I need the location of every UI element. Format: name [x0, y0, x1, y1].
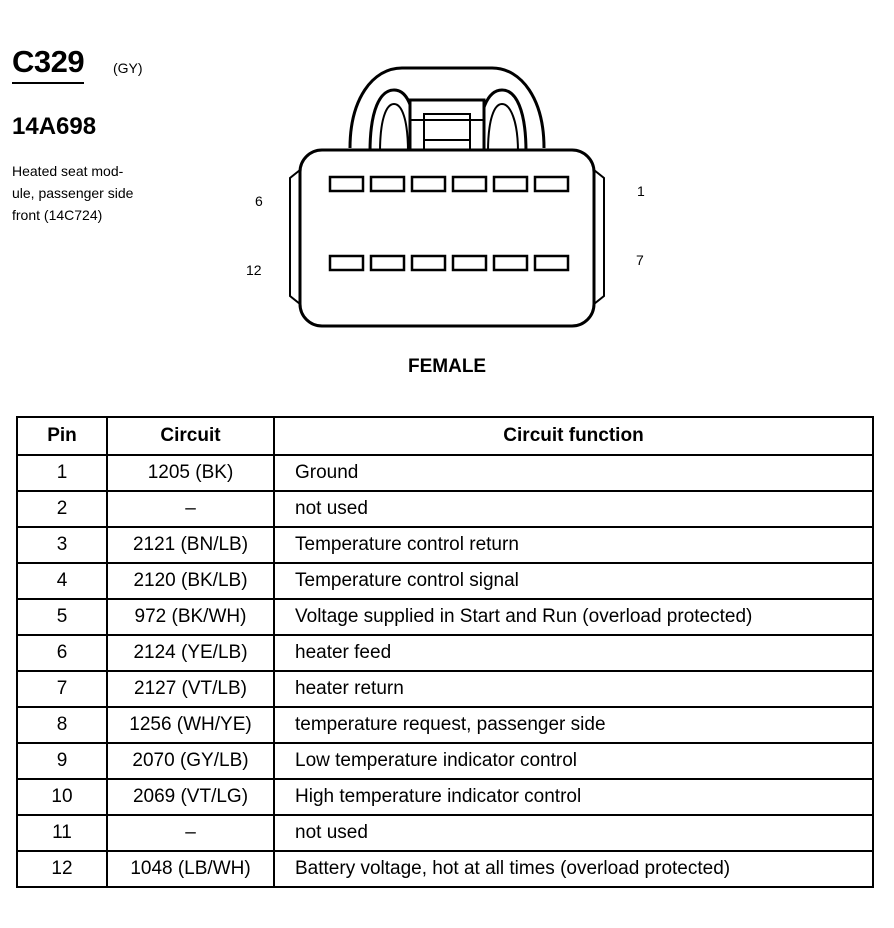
- function-cell: Temperature control signal: [274, 563, 873, 599]
- pin-cavity: [371, 177, 404, 191]
- pin-label-bottom-left: 12: [246, 262, 262, 278]
- part-number: 14A698: [12, 113, 97, 140]
- pin-cavity: [453, 256, 486, 270]
- pin-cavity: [330, 256, 363, 270]
- pin-cavity: [453, 177, 486, 191]
- pin-cavity: [330, 177, 363, 191]
- table-row: [17, 491, 873, 527]
- circuit-cell: 1205 (BK): [107, 455, 274, 491]
- circuit-cell: 2069 (VT/LG): [107, 779, 274, 815]
- latch-right-inner: [488, 104, 518, 152]
- pin-label-top-right: 1: [637, 183, 645, 199]
- connector-id: C329: [12, 44, 84, 84]
- circuit-cell: –: [107, 815, 274, 851]
- pin-cell: 7: [17, 671, 107, 707]
- circuit-cell: 2127 (VT/LB): [107, 671, 274, 707]
- pin-cell: 2: [17, 491, 107, 527]
- description-line: Heated seat mod-: [12, 163, 124, 179]
- pin-cell: 3: [17, 527, 107, 563]
- pin-cell: 11: [17, 815, 107, 851]
- connector-color: (GY): [113, 60, 143, 76]
- circuit-cell: 1048 (LB/WH): [107, 851, 274, 887]
- pin-cavity: [535, 256, 568, 270]
- function-cell: heater return: [274, 671, 873, 707]
- table-row: [17, 635, 873, 671]
- table-row: [17, 563, 873, 599]
- function-cell: High temperature indicator control: [274, 779, 873, 815]
- table-row: [17, 707, 873, 743]
- circuit-cell: 1256 (WH/YE): [107, 707, 274, 743]
- function-cell: heater feed: [274, 635, 873, 671]
- connector-face-diagram: [282, 60, 612, 340]
- pin-cell: 1: [17, 455, 107, 491]
- pinout-table: [16, 416, 874, 888]
- pin-cell: 9: [17, 743, 107, 779]
- circuit-cell: 2070 (GY/LB): [107, 743, 274, 779]
- function-cell: temperature request, passenger side: [274, 707, 873, 743]
- circuit-cell: 2124 (YE/LB): [107, 635, 274, 671]
- table-row: [17, 815, 873, 851]
- function-cell: not used: [274, 815, 873, 851]
- pin-cavity: [494, 177, 527, 191]
- pin-cell: 5: [17, 599, 107, 635]
- function-cell: not used: [274, 491, 873, 527]
- function-cell: Battery voltage, hot at all times (overload protected): [274, 851, 873, 887]
- circuit-cell: 972 (BK/WH): [107, 599, 274, 635]
- circuit-cell: 2120 (BK/LB): [107, 563, 274, 599]
- table-row: [17, 671, 873, 707]
- circuit-cell: –: [107, 491, 274, 527]
- description-line: ule, passenger side: [12, 185, 134, 201]
- pin-cell: 8: [17, 707, 107, 743]
- table-header-row: [17, 417, 873, 455]
- pin-cavity: [535, 177, 568, 191]
- latch-left-inner: [380, 104, 408, 152]
- description-line: front (14C724): [12, 207, 103, 223]
- header-circuit: Circuit: [107, 417, 274, 455]
- pin-cell: 4: [17, 563, 107, 599]
- pin-cavity: [371, 256, 404, 270]
- connector-header: [12, 44, 143, 84]
- header-function: Circuit function: [274, 417, 873, 455]
- circuit-cell: 2121 (BN/LB): [107, 527, 274, 563]
- pin-cell: 6: [17, 635, 107, 671]
- function-cell: Low temperature indicator control: [274, 743, 873, 779]
- function-cell: Voltage supplied in Start and Run (overload protected): [274, 599, 873, 635]
- function-cell: Ground: [274, 455, 873, 491]
- pin-cell: 10: [17, 779, 107, 815]
- table-row: [17, 527, 873, 563]
- connector-description: [12, 160, 182, 226]
- table-row: [17, 851, 873, 887]
- table-row: [17, 599, 873, 635]
- pin-cavity: [412, 177, 445, 191]
- pin-cavity: [494, 256, 527, 270]
- pin-label-bottom-right: 7: [636, 252, 644, 268]
- function-cell: Temperature control return: [274, 527, 873, 563]
- header-pin: Pin: [17, 417, 107, 455]
- latch-center-block: [410, 100, 484, 156]
- pin-cavity: [412, 256, 445, 270]
- pin-cell: 12: [17, 851, 107, 887]
- table-row: [17, 743, 873, 779]
- pin-label-top-left: 6: [255, 193, 263, 209]
- table-row: [17, 455, 873, 491]
- view-label: FEMALE: [408, 356, 487, 377]
- table-row: [17, 779, 873, 815]
